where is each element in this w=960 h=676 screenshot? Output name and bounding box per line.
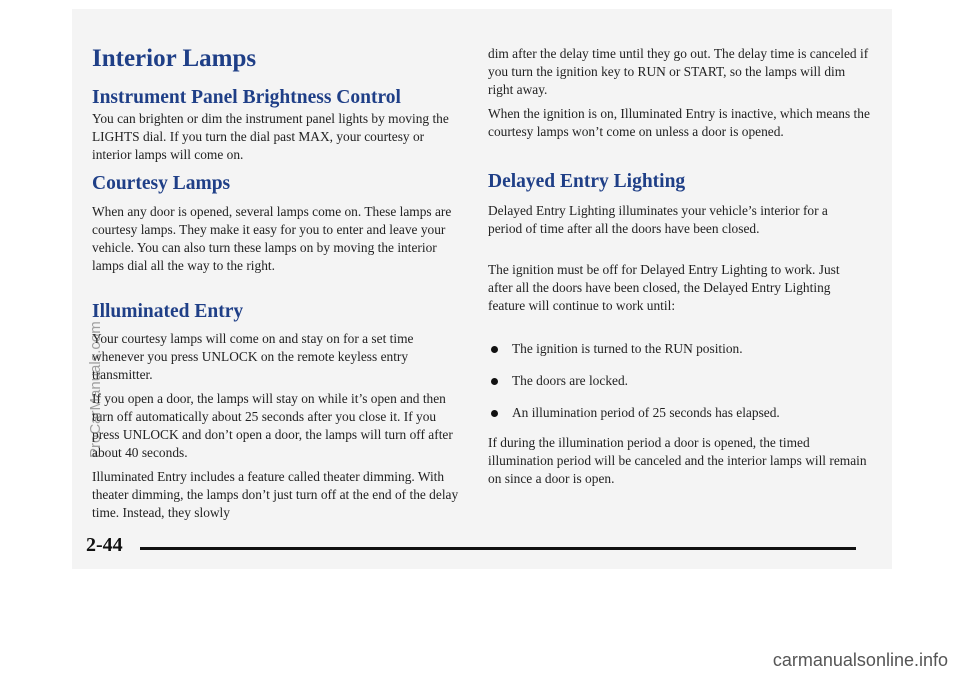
- paragraph-brightness: You can brighten or dim the instrument panel lights by moving the LIGHTS dial. If you turn the dial past MAX, your courtesy or interior lamps will come on.: [92, 111, 449, 162]
- footer-rule: [140, 547, 856, 550]
- heading-instrument-panel-brightness: Instrument Panel Brightness Control: [92, 87, 401, 108]
- paragraph-illuminated-entry-1: Your courtesy lamps will come on and stay on for a set time whenever you press UNLOCK on the remote keyless entry transmitter.: [92, 331, 414, 382]
- bullet-icon: [491, 346, 498, 353]
- site-footer-text: carmanualsonline.info: [772, 650, 948, 670]
- watermark-text: ProCarManuals.com: [87, 321, 104, 458]
- list-item-text: An illumination period of 25 seconds has elapsed.: [512, 405, 780, 420]
- paragraph-delayed-entry-2: The ignition must be off for Delayed Entry Lighting to work. Just after all the doors have been closed, the Delayed Entry Lighting feature will continue to work until:: [488, 262, 840, 313]
- paragraph-illuminated-entry-3: Illuminated Entry includes a feature called theater dimming. With theater dimming, the lamps don’t just turn off at the end of the delay time. Instead, they slowly: [92, 469, 459, 520]
- paragraph-delayed-entry-3: If during the illumination period a door is opened, the timed illumination period will be canceled and the interior lamps will remain on since a door is open.: [488, 435, 867, 486]
- paragraph-illuminated-entry-2: If you open a door, the lamps will stay on while it’s open and then turn off automatically about 25 seconds after you close it. If you press UNLOCK and don’t open a door, the lamps will turn off after about 40 seconds.: [92, 391, 453, 460]
- list-item-text: The doors are locked.: [512, 373, 629, 388]
- paragraph-continued-2: When the ignition is on, Illuminated Entry is inactive, which means the courtesy lamps won’t come on unless a door is opened.: [488, 106, 870, 139]
- watermark: [84, 200, 106, 460]
- heading-illuminated-entry: Illuminated Entry: [92, 301, 244, 322]
- heading-delayed-entry-lighting: Delayed Entry Lighting: [488, 171, 686, 192]
- paragraph-courtesy-lamps: When any door is opened, several lamps come on. These lamps are courtesy lamps. They make it easy for you to enter and leave your vehicle. You can also turn these lamps on by moving the interior lamps dial all the way to the right.: [92, 204, 452, 273]
- list-item-text: The ignition is turned to the RUN position.: [512, 341, 743, 356]
- bullet-icon: [491, 410, 498, 417]
- paragraph-delayed-entry-1: Delayed Entry Lighting illuminates your vehicle’s interior for a period of time after all the doors have been closed.: [488, 203, 828, 236]
- manual-page: [72, 9, 892, 569]
- bullet-icon: [491, 378, 498, 385]
- heading-courtesy-lamps: Courtesy Lamps: [92, 173, 231, 194]
- page-number: 2-44: [86, 534, 123, 556]
- page-title: Interior Lamps: [92, 45, 257, 72]
- paragraph-continued-1: dim after the delay time until they go out. The delay time is canceled if you turn the ignition key to RUN or START, so the lamps will dim right away.: [488, 46, 869, 97]
